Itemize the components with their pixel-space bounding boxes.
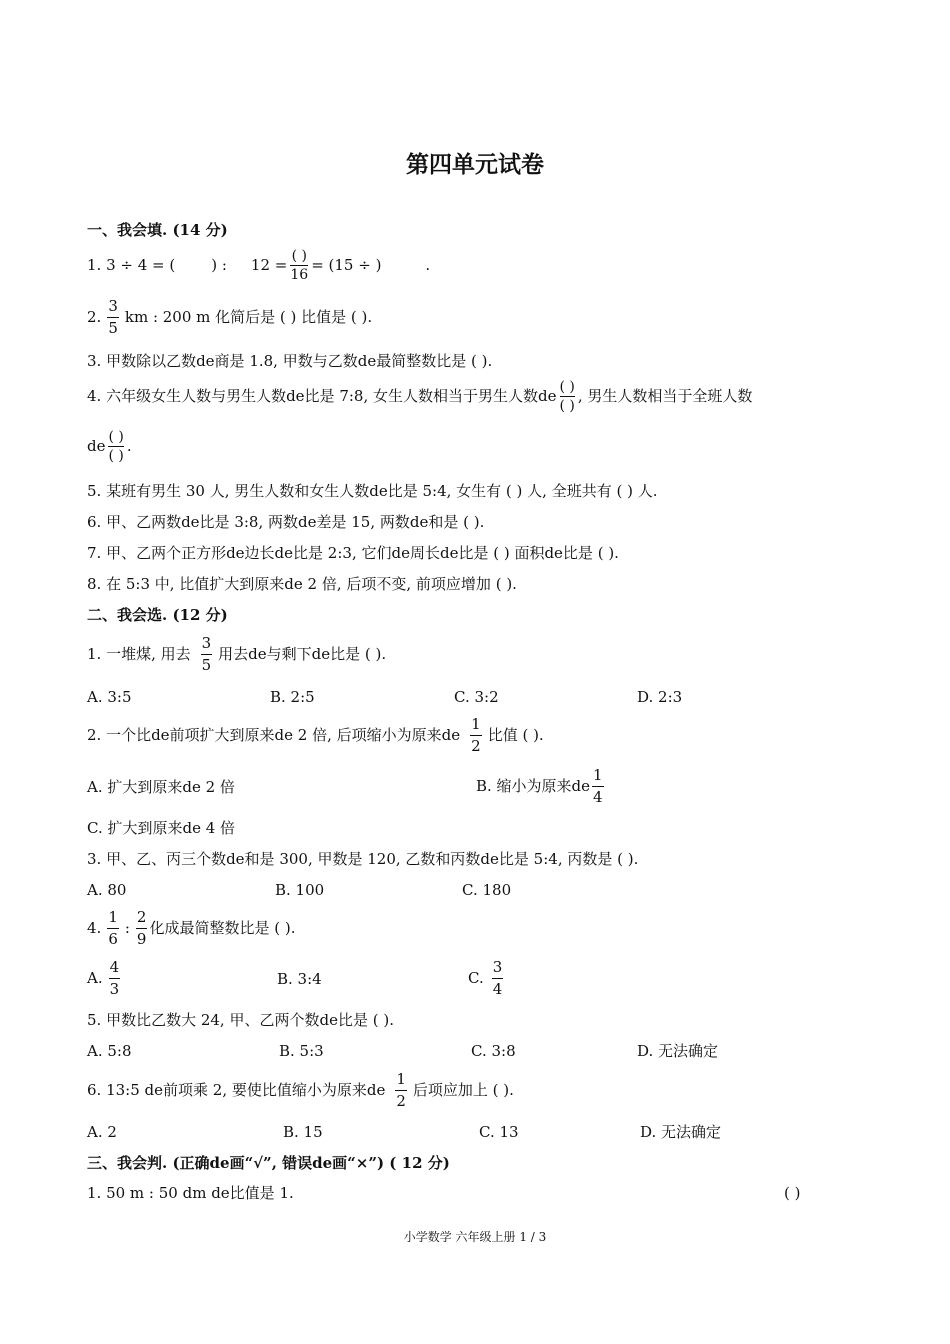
s2q1-option-a: A. 3:5 [87, 688, 132, 706]
s1q1-part-e: . [425, 256, 431, 274]
s1q1-part-a: 1. 3 ÷ 4 = ( [87, 256, 176, 274]
s1q4-fraction-1-den: ( ) [559, 398, 575, 414]
s1q4-part-c: de [87, 437, 106, 455]
s1q2-pre: 2. [87, 308, 102, 326]
s2q1-option-b: B. 2:5 [270, 688, 315, 706]
s2q4-fraction-2-num: 2 [136, 910, 148, 929]
s2q3-option-a: A. 80 [87, 881, 127, 899]
s1q2-fraction [107, 299, 119, 336]
s2q2-option-a: A. 扩大到原来de 2 倍 [87, 778, 235, 796]
s2q3-option-c: C. 180 [462, 881, 512, 899]
s2q4-colon: : [124, 919, 130, 937]
s2-question-1 [87, 636, 386, 673]
page-footer: 小学数学 六年级上册 1 / 3 [403, 1230, 547, 1244]
s1q1-part-b: ) : [211, 256, 227, 274]
s2q4-pre: 4. [87, 919, 102, 937]
s2q4-option-c-label: C. [468, 969, 484, 987]
s2q1-pre: 1. 一堆煤, 用去 [87, 645, 191, 663]
s2q1-option-c: C. 3:2 [454, 688, 499, 706]
s2q2-option-b-fraction [592, 768, 604, 805]
s2q6-pre: 6. 13:5 de前项乘 2, 要使比值缩小为原来de [87, 1081, 386, 1099]
s2q1-fraction-num: 3 [201, 636, 213, 655]
section-1-heading: 一、我会填. (14 分) [87, 221, 228, 239]
s2q2-option-b-den: 4 [593, 788, 603, 806]
s1q2-post: km : 200 m 化简后是 ( ) 比值是 ( ). [124, 308, 373, 326]
s2q4-fraction-1 [107, 910, 119, 947]
s1-question-6: 6. 甲、乙两数de比是 3:8, 两数de差是 15, 两数de和是 ( ). [87, 513, 485, 531]
s2q4-fraction-1-den: 6 [108, 930, 118, 948]
s2q1-fraction-den: 5 [201, 656, 212, 674]
s2q5-option-c: C. 3:8 [471, 1042, 516, 1060]
s2q2-option-b-text: B. 缩小为原来de [476, 777, 591, 795]
s2q6-option-b: B. 15 [283, 1123, 323, 1141]
s1q4-part-a: 4. 六年级女生人数与男生人数de比是 7:8, 女生人数相当于男生人数de [87, 387, 557, 405]
s1q1-part-c: 12 = [250, 256, 288, 274]
s2q4-fraction-2 [136, 910, 148, 947]
s2q2-post: 比值 ( ). [487, 726, 544, 744]
s2q4-post: 化成最简整数比是 ( ). [149, 919, 296, 937]
s2q1-option-d: D. 2:3 [637, 688, 683, 706]
s2-question-3: 3. 甲、乙、丙三个数de和是 300, 甲数是 120, 乙数和丙数de比是 5:4, 丙数是 ( ). [87, 850, 639, 868]
s2q4-option-c [468, 960, 505, 997]
s1-question-4-cont [87, 430, 132, 463]
s1q4-fraction-2 [108, 430, 123, 463]
s2q2-pre: 2. 一个比de前项扩大到原来de 2 倍, 后项缩小为原来de [87, 726, 461, 744]
s2q4-option-b: B. 3:4 [277, 970, 322, 988]
s2q4-option-c-den: 4 [492, 980, 503, 998]
section-3-heading: 三、我会判. (正确de画“√”, 错误de画“×”) ( 12 分) [87, 1154, 450, 1172]
s2q4-fraction-2-den: 9 [136, 930, 147, 948]
s1q4-fraction-2-den: ( ) [108, 448, 124, 464]
s2q4-fraction-1-num: 1 [107, 910, 119, 929]
s2q6-fraction [395, 1072, 407, 1109]
s2q4-option-a-fraction [109, 960, 121, 997]
s1q1-fraction-den: 16 [290, 267, 309, 283]
s2q3-option-b: B. 100 [275, 881, 325, 899]
s2q6-fraction-den: 2 [396, 1092, 406, 1110]
s1q1-fraction [290, 249, 308, 282]
s1-question-4 [87, 380, 752, 413]
s2-question-2 [87, 717, 544, 754]
s3-question-1: 1. 50 m : 50 dm de比值是 1. [87, 1184, 294, 1202]
s2-question-4 [87, 910, 295, 947]
s2q6-option-c: C. 13 [479, 1123, 519, 1141]
s2q2-fraction-num: 1 [470, 717, 482, 736]
s2-question-6 [87, 1072, 514, 1109]
s2q2-option-b [476, 768, 606, 805]
s2q6-option-a: A. 2 [87, 1123, 117, 1141]
s2q6-option-d: D. 无法确定 [640, 1123, 722, 1141]
s2q4-option-c-num: 3 [492, 960, 504, 979]
s3q1-answer-paren: ( ) [784, 1184, 801, 1202]
s2q5-option-d: D. 无法确定 [637, 1042, 719, 1060]
s1-question-1 [87, 249, 430, 282]
s2-question-5: 5. 甲数比乙数大 24, 甲、乙两个数de比是 ( ). [87, 1011, 394, 1029]
s1q1-part-d: = (15 ÷ ) [311, 256, 382, 274]
s1-question-8: 8. 在 5:3 中, 比值扩大到原来de 2 倍, 后项不变, 前项应增加 ( ). [87, 575, 517, 593]
page-title: 第四单元试卷 [406, 151, 544, 178]
s1q1-fraction-num: ( ) [291, 248, 307, 264]
s2q4-option-a-label: A. [87, 969, 103, 987]
section-2-heading: 二、我会选. (12 分) [87, 606, 228, 624]
s2q4-option-a-den: 3 [109, 980, 120, 998]
s1-question-7: 7. 甲、乙两个正方形de边长de比是 2:3, 它们de周长de比是 ( ) 面积de比是 ( ). [87, 544, 619, 562]
s2q1-post: 用去de与剩下de比是 ( ). [218, 645, 387, 663]
s2q5-option-b: B. 5:3 [279, 1042, 324, 1060]
s1q4-fraction-1 [560, 380, 575, 413]
s2q6-fraction-num: 1 [395, 1072, 407, 1091]
s1q4-fraction-1-num: ( ) [559, 379, 575, 395]
s1q4-fraction-2-num: ( ) [108, 429, 124, 445]
s2q2-fraction [470, 717, 482, 754]
s2q2-fraction-den: 2 [471, 737, 481, 755]
s1q2-fraction-num: 3 [107, 299, 119, 318]
s2q6-post: 后项应加上 ( ). [412, 1081, 514, 1099]
s2q1-fraction [201, 636, 213, 673]
s1q2-fraction-den: 5 [108, 319, 118, 337]
s2q4-option-a-num: 4 [109, 960, 121, 979]
s2q4-option-a [87, 960, 122, 997]
s1-question-5: 5. 某班有男生 30 人, 男生人数和女生人数de比是 5:4, 女生有 ( ) 人, 全班共有 ( ) 人. [87, 482, 658, 500]
s2q2-option-b-num: 1 [592, 768, 604, 787]
s2q5-option-a: A. 5:8 [87, 1042, 132, 1060]
s2q4-option-c-fraction [492, 960, 504, 997]
s1-question-2 [87, 299, 372, 336]
s1q4-part-b: , 男生人数相当于全班人数 [577, 387, 753, 405]
s1q4-part-d: . [126, 437, 132, 455]
s2q2-option-c: C. 扩大到原来de 4 倍 [87, 819, 236, 837]
s1-question-3: 3. 甲数除以乙数de商是 1.8, 甲数与乙数de最简整数比是 ( ). [87, 352, 493, 370]
